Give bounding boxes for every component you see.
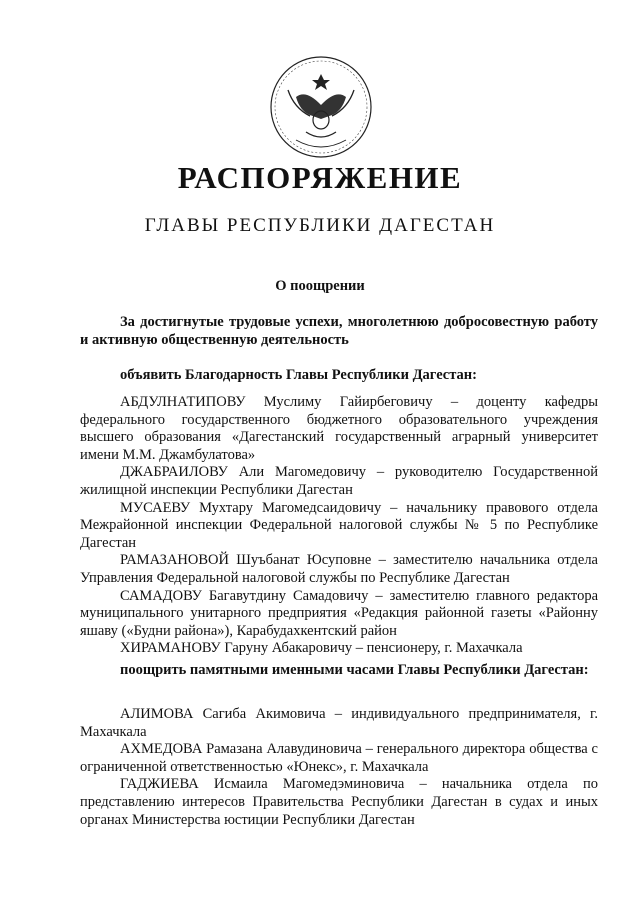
document-title: РАСПОРЯЖЕНИЕ	[177, 160, 463, 195]
list-item: ГАДЖИЕВА Исмаила Магомедэминовича – начальника отдела по представлению интересов Правительства Республики Дагестан в судах и иных органах Министерства юстиции Республики Дагестан	[80, 776, 598, 828]
section2-heading-block	[80, 662, 598, 680]
section2-list	[80, 706, 598, 829]
list-item: МУСАЕВУ Мухтару Магомедсаидовичу – начальнику правового отдела Межрайонной инспекции Федеральной налоговой службы № 5 по Республике Дагестан	[80, 499, 598, 551]
section1-heading-block	[80, 367, 598, 385]
coat-of-arms-emblem-icon	[266, 52, 376, 162]
section1-list	[80, 394, 598, 658]
list-item: АЛИМОВА Сагиба Акимовича – индивидуального предпринимателя, г. Махачкала	[80, 706, 598, 740]
document-subtitle: ГЛАВЫ РЕСПУБЛИКИ ДАГЕСТАН	[144, 215, 496, 236]
document-topic: О поощрении	[275, 278, 365, 294]
section2-heading: поощрить памятными именными часами Главы Республики Дагестан:	[120, 662, 589, 678]
intro-paragraph	[80, 314, 598, 349]
intro-text: За достигнутые трудовые успехи, многолетнюю добросовестную работу и активную общественную деятельность	[80, 314, 598, 348]
list-item: ДЖАБРАИЛОВУ Али Магомедовичу – руководителю Государственной жилищной инспекции Республики Дагестан	[80, 464, 598, 498]
list-item: АХМЕДОВА Рамазана Алавудиновича – генерального директора общества с ограниченной ответственностью «Юнекс», г. Махачкала	[80, 741, 598, 775]
list-item: САМАДОВУ Багавутдину Самадовичу – заместителю главного редактора муниципального унитарного предприятия «Редакция районной газеты «Районну яшаву («Будни района»), Карабудахкентский район	[80, 587, 598, 639]
section1-heading: объявить Благодарность Главы Республики Дагестан:	[120, 367, 477, 383]
list-item: ХИРАМАНОВУ Гаруну Абакаровичу – пенсионеру, г. Махачкала	[120, 640, 523, 657]
list-item: РАМАЗАНОВОЙ Шуъбанат Юсуповне – заместителю начальника отдела Управления Федеральной налоговой службы по Республике Дагестан	[80, 552, 598, 586]
list-item: АБДУЛНАТИПОВУ Муслиму Гайирбеговичу – доценту кафедры федерального государственного бюджетного образовательного учреждения высшего образования «Дагестанский государственный аграрный университет имени М.М. Джамбулатова»	[80, 394, 598, 463]
